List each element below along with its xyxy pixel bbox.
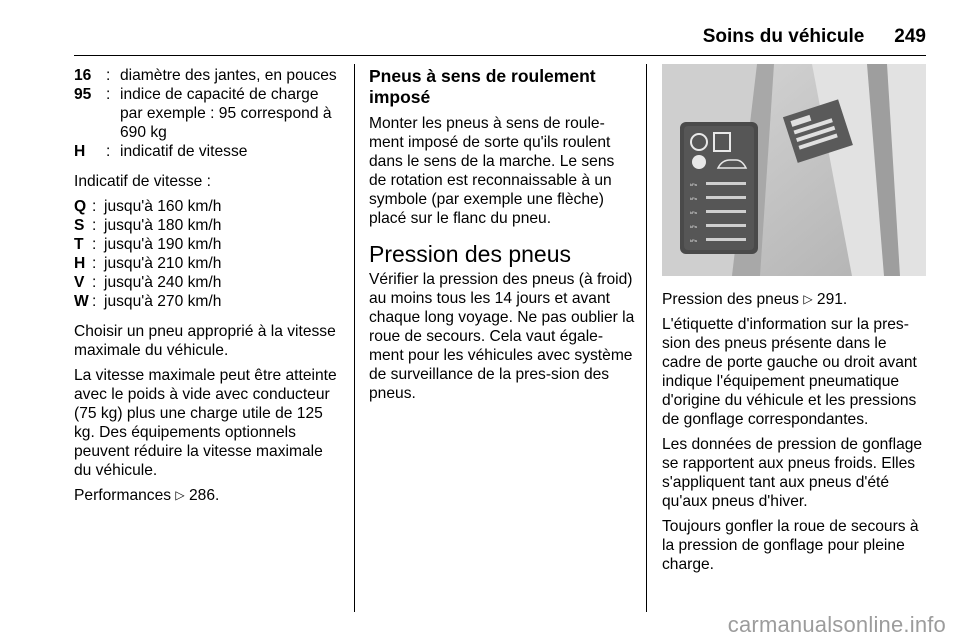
section-title: Soins du véhicule (702, 26, 865, 47)
size-definitions (74, 66, 340, 161)
cross-reference[interactable]: Performances ▷ 286. (74, 487, 220, 504)
page-number: 249 (894, 26, 926, 47)
door-frame-illustration (662, 64, 926, 276)
speed-intro: Indicatif de vitesse : (74, 173, 211, 190)
paragraph: Les données de pression de gonflage se rapportent aux pneus froids. Elles s'appliquent tant aux pneus d'été qu'aux pneus d'hiver. (662, 436, 923, 510)
speed-row: W : jusqu'à 270 km/h (74, 293, 222, 310)
definition-row: 95 : indice de capacité de charge par exemple : 95 correspond à 690 kg (74, 85, 340, 142)
speed-row: T : jusqu'à 190 km/h (74, 236, 222, 253)
reference-arrow-icon: ▷ (803, 292, 813, 306)
definition-text: indice de capacité de charge par exemple : 95 correspond à 690 kg (120, 86, 332, 141)
column-1 (74, 66, 340, 511)
tire-pressure-label-photo (662, 64, 926, 276)
reference-page: 286. (189, 487, 220, 504)
definition-key: 16 (74, 67, 92, 84)
definition-text: indicatif de vitesse (120, 143, 248, 160)
speed-row: H : jusqu'à 210 km/h (74, 255, 222, 272)
definition-text: diamètre des jantes, en pouces (120, 67, 337, 84)
definition-key: 95 (74, 86, 92, 103)
section-heading-large: Pression des pneus (369, 241, 572, 267)
definition-key: H (74, 143, 86, 160)
wheel-icon (692, 155, 706, 169)
watermark: carmanualsonline.info (727, 612, 946, 637)
speed-row: S : jusqu'à 180 km/h (74, 217, 222, 234)
paragraph: La vitesse maximale peut être atteinte avec le poids à vide avec conducteur (75 kg) plus une charge utile de 125 kg. Des équipements optionnels peuvent réduire la vitesse maximale du véhicule. (74, 367, 337, 479)
paragraph: L'étiquette d'information sur la pres-sion des pneus présente dans le cadre de porte gauche ou droit avant indique l'équipement pneumatique d'origine du véhicule et les pressions de gonflage correspondantes. (662, 316, 917, 428)
svg-text:kPa: kPa (690, 224, 697, 229)
svg-text:kPa: kPa (690, 196, 697, 201)
definition-row: H : indicatif de vitesse (74, 142, 340, 161)
definition-row: 16 : diamètre des jantes, en pouces (74, 66, 340, 85)
column-divider-2 (646, 64, 647, 612)
cross-reference[interactable]: Pression des pneus ▷ 291. (662, 291, 848, 308)
speed-row: V : jusqu'à 240 km/h (74, 274, 222, 291)
svg-text:kPa: kPa (690, 182, 697, 187)
column-2 (369, 66, 635, 409)
reference-page: 291. (816, 291, 848, 308)
header-rule (74, 55, 926, 56)
svg-text:kPa: kPa (690, 238, 697, 243)
paragraph: Vérifier la pression des pneus (à froid) au moins tous les 14 jours et avant chaque long voyage. Ne pas oublier la roue de secours. Cela vaut égale-ment pour les véhicules avec système de surveillance de la pres-sion des pneus. (369, 271, 635, 402)
svg-text:kPa: kPa (690, 210, 697, 215)
column-divider-1 (354, 64, 355, 612)
paragraph: Monter les pneus à sens de roule-ment imposé de sorte qu'ils roulent dans le sens de la marche. Le sens de rotation est reconnaissable à un symbole (par exemple une flèche) placé sur le flanc du pneu. (369, 115, 615, 227)
paragraph: Choisir un pneu approprié à la vitesse maximale du véhicule. (74, 323, 336, 359)
section-heading: Pneus à sens de roulement imposé (369, 66, 596, 107)
reference-arrow-icon: ▷ (175, 488, 185, 502)
speed-table (74, 197, 340, 311)
column-3 (662, 290, 928, 580)
paragraph: Toujours gonfler la roue de secours à la pression de gonflage pour pleine charge. (662, 518, 919, 573)
page-header (74, 26, 926, 52)
speed-row: Q : jusqu'à 160 km/h (74, 198, 222, 215)
